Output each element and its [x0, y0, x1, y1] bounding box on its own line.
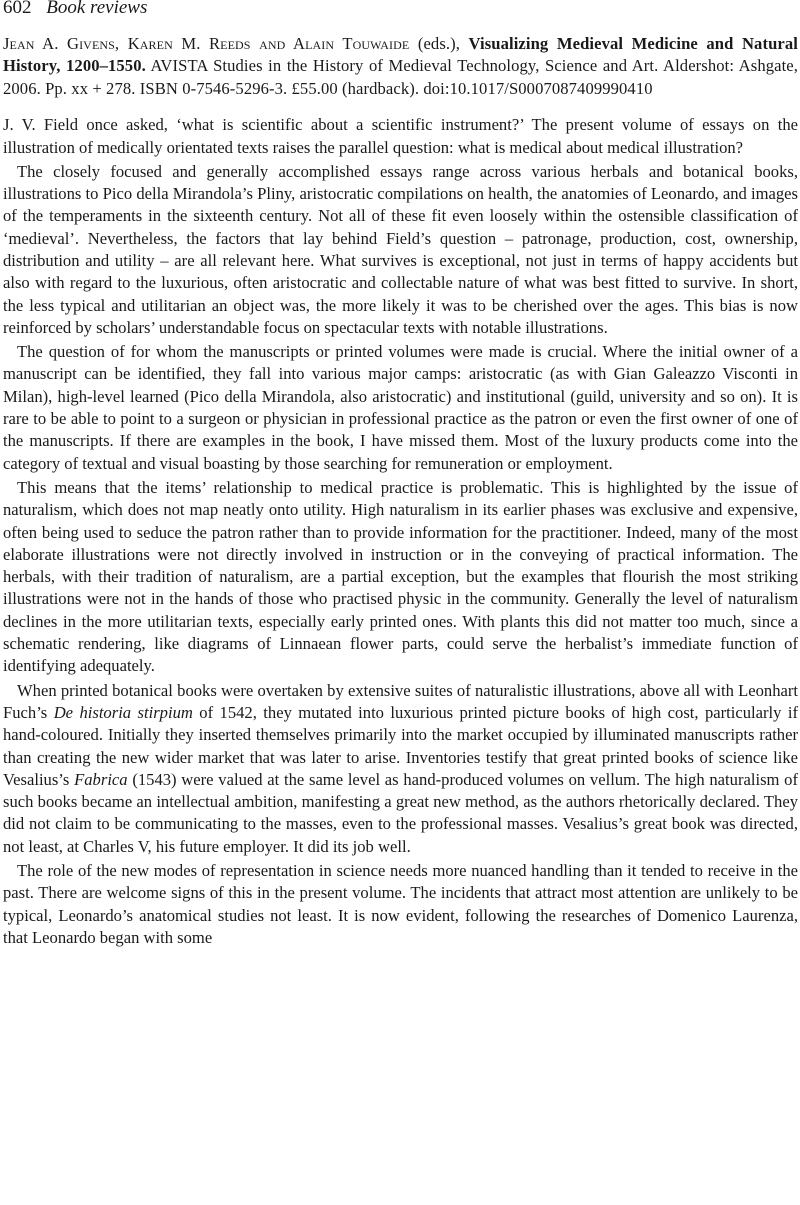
paragraph-2: The closely focused and generally accomplished essays range across various herbals and botanical books, illustrations to Pico della Mirandola’s Pliny, aristocratic compilations on health, the anatomies of Leonardo, and images of the temperaments in the sixteenth century. Not all of these fit even loosely within the ostensible classification of ‘medieval’. Nevertheless, the factors that lay behind Field’s question – patronage, production, cost, ownership, distribution and utility – are all relevant here. What survives is exceptional, not just in terms of happy accidents but also with regard to the luxurious, often aristocratic and collectable nature of what was best fitted to survive. In short, the less typical and utilitarian an object was, the more likely it was to be cherished over the ages. This bias is now reinforced by scholars’ understandable focus on spectacular texts with notable illustrations. [3, 161, 798, 337]
paragraph-5-text-a: When printed botanical books were overtaken by extensive suites of naturalistic illustrations, above all with Leonhart Fuch’s [3, 680, 798, 722]
book-title: Visualizing Medieval Medicine and Natural History, 1200–1550. [3, 34, 798, 76]
page-number: 602 [3, 0, 32, 18]
publication-details: AVISTA Studies in the History of Medieval Technology, Science and Art. Aldershot: Ashgate, 2006. Pp. xx + 278. ISBN 0-7546-5296-3. £55.00 (hardback). [3, 56, 799, 98]
work-title-fabrica: Fabrica [74, 769, 128, 789]
paragraph-1: J. V. Field once asked, ‘what is scientific about a scientific instrument?’ The present volume of essays on the illustration of medically orientated texts raises the parallel question: what is medical about medical illustration? [3, 115, 798, 157]
review-body [3, 114, 798, 949]
book-citation [3, 33, 798, 100]
eds-suffix: (eds.), [409, 34, 461, 53]
doi: doi:10.1017/S0007087409990410 [423, 78, 653, 98]
paragraph-5 [3, 680, 798, 858]
paragraph-5-text-c: (1543) were valued at the same level as hand-produced volumes on vellum. The high naturalism of such books became an intellectual ambition, manifesting a great new method, as the authors rhetorically declared. They did not claim to be communicating to the masses, even to the professional masses. Vesalius’s great book was directed, not least, at Charles V, his future employer. It did its job well. [3, 769, 798, 856]
paragraph-4: This means that the items’ relationship to medical practice is problematic. This is highlighted by the issue of naturalism, which does not map neatly onto utility. High naturalism in its earlier phases was exclusive and expensive, often being used to seduce the patron rather than to provide information for the practitioner. Indeed, many of the most elaborate illustrations were not directly involved in instruction or in the conveying of practical information. The herbals, with their tradition of naturalism, are a partial exception, but the examples that flourish the most striking illustrations were not in the hands of those who practised physic in the community. Generally the level of naturalism declines in the more utilitarian texts, especially early printed ones. With plants this did not matter too much, since a schematic rendering, like diagrams of Linnaean flower parts, could serve the herbalist’s immediate function of identifying adequately. [3, 477, 798, 676]
work-title-de-historia-stirpium: De historia stirpium [53, 702, 193, 722]
editors: Jean A. Givens, Karen M. Reeds and Alain Touwaide [3, 34, 410, 53]
paragraph-3: The question of for whom the manuscripts or printed volumes were made is crucial. Where the initial owner of a manuscript can be identified, they fall into various major camps: aristocratic (as with Gian Galeazzo Visconti in Milan), high-level learned (Pico della Mirandola, also aristocratic) and institutional (guild, university and so on). It is rare to be able to point to a surgeon or physician in professional practice as the patron or even the first owner of one of the manuscripts. If there are examples in the book, I have missed them. Most of the luxury products come into the category of textual and visual boasting by those searching for remuneration or employment. [3, 342, 798, 473]
paragraph-5-text-b: of 1542, they mutated into luxurious printed picture books of high cost, particularly if hand-coloured. Initially they inserted themselves primarily into the market occupied by illuminated manuscripts rather than creating the new wider market that was later to arise. Inventories testify that great printed books of science like Vesalius’s [3, 702, 799, 789]
running-head [3, 0, 798, 21]
section-title: Book reviews [46, 0, 148, 18]
paragraph-6: The role of the new modes of representation in science needs more nuanced handling than it tended to receive in the past. There are welcome signs of this in the present volume. The incidents that attract most attention are unlikely to be typical, Leonardo’s anatomical studies not least. It is now evident, following the researches of Domenico Laurenza, that Leonardo began with some [3, 861, 798, 947]
